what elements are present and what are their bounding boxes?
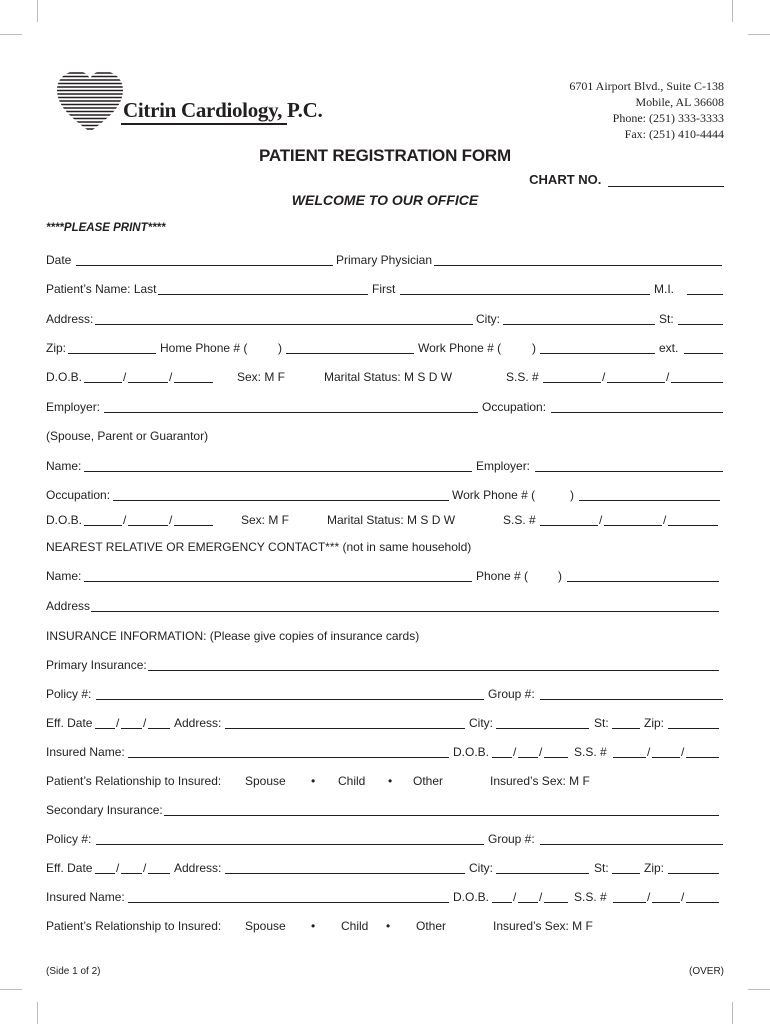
emergency-address-input[interactable] (91, 611, 719, 612)
form-row (46, 657, 724, 673)
sec-eff-date-month-input[interactable] (95, 873, 115, 874)
sec-insured-ss-part3-input[interactable] (686, 902, 719, 903)
form-row (46, 458, 724, 474)
ss-part2-input[interactable] (607, 382, 665, 383)
slash: / (143, 861, 147, 875)
secondary-group-input[interactable] (540, 844, 723, 845)
insured-ss-part1-input[interactable] (613, 757, 646, 758)
slash: / (599, 513, 603, 527)
relationship-other-option[interactable]: Other (413, 774, 444, 788)
welcome-heading: WELCOME TO OUR OFFICE (291, 192, 479, 208)
guarantor-marital-options[interactable]: Marital Status: M S D W (327, 513, 456, 527)
occupation-label: Occupation: (482, 400, 547, 414)
secondary-city-input[interactable] (496, 873, 589, 874)
form-row (46, 252, 724, 268)
secondary-state-input[interactable] (612, 873, 640, 874)
city-label: City: (469, 861, 493, 875)
slash: / (647, 745, 651, 759)
crop-mark (732, 0, 733, 22)
slash: / (169, 513, 173, 527)
slash: / (513, 890, 517, 904)
guarantor-dob-month-input[interactable] (84, 525, 122, 526)
relationship-spouse-option[interactable]: Spouse (245, 774, 286, 788)
primary-physician-input[interactable] (434, 265, 722, 266)
policy-label: Policy #: (46, 832, 92, 846)
relationship-label: Patient’s Relationship to Insured: (46, 774, 222, 788)
employer-input[interactable] (104, 412, 478, 413)
address-line: 6701 Airport Blvd., Suite C-138 (569, 79, 724, 93)
guarantor-name-label: Name: (46, 459, 82, 473)
employer-label: Employer: (46, 400, 101, 414)
sec-insured-ss-part2-input[interactable] (652, 902, 680, 903)
secondary-zip-input[interactable] (668, 873, 719, 874)
slash: / (663, 513, 667, 527)
ext-label: ext. (659, 341, 679, 355)
form-title: PATIENT REGISTRATION FORM (259, 146, 511, 165)
first-name-input[interactable] (400, 294, 650, 295)
form-row (46, 831, 724, 847)
primary-city-input[interactable] (496, 728, 589, 729)
policy-label: Policy #: (46, 687, 92, 701)
ss-part3-input[interactable] (671, 382, 723, 383)
guarantor-ss-part2-input[interactable] (604, 525, 662, 526)
guarantor-ss-label: S.S. # (503, 513, 536, 527)
relationship-spouse-option[interactable]: Spouse (245, 919, 286, 933)
form-row (46, 628, 724, 644)
form-row (46, 512, 724, 528)
primary-state-input[interactable] (612, 728, 640, 729)
insured-ss-part3-input[interactable] (686, 757, 719, 758)
marital-status-options[interactable]: Marital Status: M S D W (324, 370, 453, 384)
emergency-phone-input[interactable] (567, 581, 719, 582)
over-indicator: (OVER) (689, 966, 724, 977)
practice-name: Citrin Cardiology, P.C. (123, 98, 323, 122)
primary-group-input[interactable] (540, 699, 723, 700)
please-print-note: ****PLEASE PRINT**** (46, 222, 166, 234)
slash: / (116, 716, 120, 730)
dob-label: D.O.B. (453, 890, 490, 904)
city-label: City: (476, 312, 500, 326)
form-row (46, 399, 724, 415)
state-label: St: (594, 861, 609, 875)
insured-name-label: Insured Name: (46, 745, 125, 759)
guarantor-work-phone-label: Work Phone # ( (452, 488, 536, 502)
secondary-insurance-input[interactable] (164, 815, 719, 816)
sec-insured-dob-year-input[interactable] (544, 902, 568, 903)
form-row (46, 487, 724, 503)
crop-mark (37, 1002, 38, 1024)
insured-sex-options[interactable]: Insured’s Sex: M F (493, 919, 593, 933)
state-input[interactable] (678, 324, 723, 325)
form-row (46, 539, 724, 555)
primary-insured-name-input[interactable] (128, 757, 449, 758)
form-row (46, 369, 724, 385)
eff-date-month-input[interactable] (95, 728, 115, 729)
form-row (46, 744, 724, 760)
guarantor-heading: (Spouse, Parent or Guarantor) (46, 429, 209, 443)
form-row (46, 889, 724, 905)
heart-logo-icon (55, 70, 125, 134)
paren: ) (570, 488, 574, 502)
eff-date-label: Eff. Date (46, 861, 93, 875)
insured-ss-part2-input[interactable] (652, 757, 680, 758)
home-phone-label: Home Phone # ( (160, 341, 248, 355)
crop-mark (748, 34, 770, 35)
slash: / (513, 745, 517, 759)
chart-no-input[interactable] (608, 174, 724, 187)
form-row (46, 773, 724, 789)
ss-label: S.S. # (574, 890, 607, 904)
occupation-input[interactable] (551, 412, 723, 413)
ext-input[interactable] (684, 353, 723, 354)
form-row (46, 568, 724, 584)
address-label: Address: (174, 861, 222, 875)
group-label: Group #: (488, 832, 535, 846)
form-row (46, 311, 724, 327)
last-name-label: Patient’s Name: Last (46, 282, 157, 296)
form-row (46, 340, 724, 356)
home-phone-input[interactable] (286, 353, 414, 354)
eff-date-day-input[interactable] (121, 728, 142, 729)
crop-mark (37, 0, 38, 22)
crop-mark (748, 989, 770, 990)
work-phone-label: Work Phone # ( (418, 341, 502, 355)
zip-input[interactable] (68, 353, 156, 354)
primary-address-input[interactable] (225, 728, 465, 729)
slash: / (681, 890, 685, 904)
slash: / (647, 890, 651, 904)
city-label: City: (469, 716, 493, 730)
slash: / (539, 745, 543, 759)
ss-label: S.S. # (506, 370, 539, 384)
secondary-insured-name-input[interactable] (128, 902, 449, 903)
guarantor-employer-label: Employer: (476, 459, 531, 473)
slash: / (123, 370, 127, 384)
state-label: St: (659, 312, 674, 326)
sec-insured-dob-month-input[interactable] (492, 902, 512, 903)
primary-insurance-input[interactable] (148, 670, 719, 671)
insured-name-label: Insured Name: (46, 890, 125, 904)
crop-mark (0, 989, 22, 990)
sec-eff-date-year-input[interactable] (148, 873, 170, 874)
group-label: Group #: (488, 687, 535, 701)
practice-address-block (569, 78, 724, 142)
paren: ) (558, 569, 562, 583)
insured-dob-month-input[interactable] (492, 757, 512, 758)
insured-sex-options[interactable]: Insured’s Sex: M F (490, 774, 590, 788)
sex-options[interactable]: Sex: M F (237, 370, 286, 384)
slash: / (539, 890, 543, 904)
chart-no-label: CHART NO. (529, 172, 602, 187)
form-row (46, 715, 724, 731)
address-line: Mobile, AL 36608 (635, 95, 724, 109)
divider (121, 123, 287, 125)
insured-dob-day-input[interactable] (518, 757, 538, 758)
slash: / (666, 370, 670, 384)
slash: / (143, 716, 147, 730)
guarantor-occupation-label: Occupation: (46, 488, 111, 502)
bullet: • (386, 919, 391, 933)
secondary-address-input[interactable] (225, 873, 465, 874)
sec-eff-date-day-input[interactable] (121, 873, 142, 874)
relationship-other-option[interactable]: Other (416, 919, 447, 933)
bullet: • (388, 774, 393, 788)
paren: ) (278, 341, 282, 355)
zip-label: Zip: (46, 341, 67, 355)
insurance-heading: INSURANCE INFORMATION: (Please give copies of insurance cards) (46, 629, 420, 643)
slash: / (681, 745, 685, 759)
work-phone-input[interactable] (540, 353, 655, 354)
chart-no-field (529, 172, 724, 187)
guarantor-employer-input[interactable] (535, 471, 723, 472)
emergency-phone-label: Phone # ( (476, 569, 529, 583)
guarantor-dob-label: D.O.B. (46, 513, 83, 527)
eff-date-year-input[interactable] (148, 728, 170, 729)
zip-label: Zip: (644, 861, 665, 875)
guarantor-occupation-input[interactable] (113, 500, 449, 501)
relationship-label: Patient’s Relationship to Insured: (46, 919, 222, 933)
slash: / (116, 861, 120, 875)
form-row (46, 281, 724, 297)
crop-mark (732, 1002, 733, 1024)
state-label: St: (594, 716, 609, 730)
city-input[interactable] (503, 324, 655, 325)
address-label: Address: (174, 716, 222, 730)
form-row (46, 598, 724, 614)
paren: ) (532, 341, 536, 355)
primary-physician-label: Primary Physician (336, 253, 433, 267)
slash: / (123, 513, 127, 527)
secondary-insurance-label: Secondary Insurance: (46, 803, 163, 817)
emergency-address-label: Address (46, 599, 91, 613)
slash: / (169, 370, 173, 384)
practice-logo (55, 70, 323, 140)
page-indicator: (Side 1 of 2) (46, 966, 101, 977)
ss-label: S.S. # (574, 745, 607, 759)
insured-dob-year-input[interactable] (544, 757, 568, 758)
slash: / (602, 370, 606, 384)
ss-part1-input[interactable] (543, 382, 601, 383)
mi-input[interactable] (687, 294, 723, 295)
form-row (46, 918, 724, 934)
fax-line: Fax: (251) 410-4444 (624, 127, 724, 141)
emergency-name-label: Name: (46, 569, 82, 583)
crop-mark (0, 34, 22, 35)
secondary-policy-input[interactable] (96, 844, 484, 845)
emergency-heading: NEAREST RELATIVE OR EMERGENCY CONTACT*** (not in same household) (46, 540, 472, 554)
bullet: • (311, 774, 316, 788)
primary-policy-input[interactable] (96, 699, 484, 700)
date-label: Date (46, 253, 72, 267)
last-name-input[interactable] (158, 294, 368, 295)
primary-zip-input[interactable] (668, 728, 719, 729)
guarantor-sex-options[interactable]: Sex: M F (241, 513, 290, 527)
form-row (46, 428, 724, 444)
dob-month-input[interactable] (84, 382, 122, 383)
first-name-label: First (372, 282, 396, 296)
eff-date-label: Eff. Date (46, 716, 93, 730)
address-input[interactable] (95, 324, 473, 325)
emergency-name-input[interactable] (84, 581, 472, 582)
relationship-child-option[interactable]: Child (338, 774, 366, 788)
form-row (46, 860, 724, 876)
guarantor-ss-part1-input[interactable] (540, 525, 598, 526)
bullet: • (311, 919, 316, 933)
sec-insured-dob-day-input[interactable] (518, 902, 538, 903)
address-label: Address: (46, 312, 94, 326)
zip-label: Zip: (644, 716, 665, 730)
primary-insurance-label: Primary Insurance: (46, 658, 147, 672)
dob-year-input[interactable] (174, 382, 213, 383)
dob-label: D.O.B. (453, 745, 490, 759)
form-row (46, 802, 724, 818)
guarantor-work-phone-input[interactable] (579, 500, 720, 501)
guarantor-dob-year-input[interactable] (174, 525, 213, 526)
dob-label: D.O.B. (46, 370, 83, 384)
dob-day-input[interactable] (128, 382, 168, 383)
phone-line: Phone: (251) 333-3333 (612, 111, 724, 125)
guarantor-ss-part3-input[interactable] (668, 525, 718, 526)
guarantor-name-input[interactable] (84, 471, 472, 472)
guarantor-dob-day-input[interactable] (128, 525, 168, 526)
sec-insured-ss-part1-input[interactable] (613, 902, 646, 903)
form-row (46, 686, 724, 702)
mi-label: M.I. (654, 282, 674, 296)
relationship-child-option[interactable]: Child (341, 919, 369, 933)
date-input[interactable] (76, 265, 333, 266)
